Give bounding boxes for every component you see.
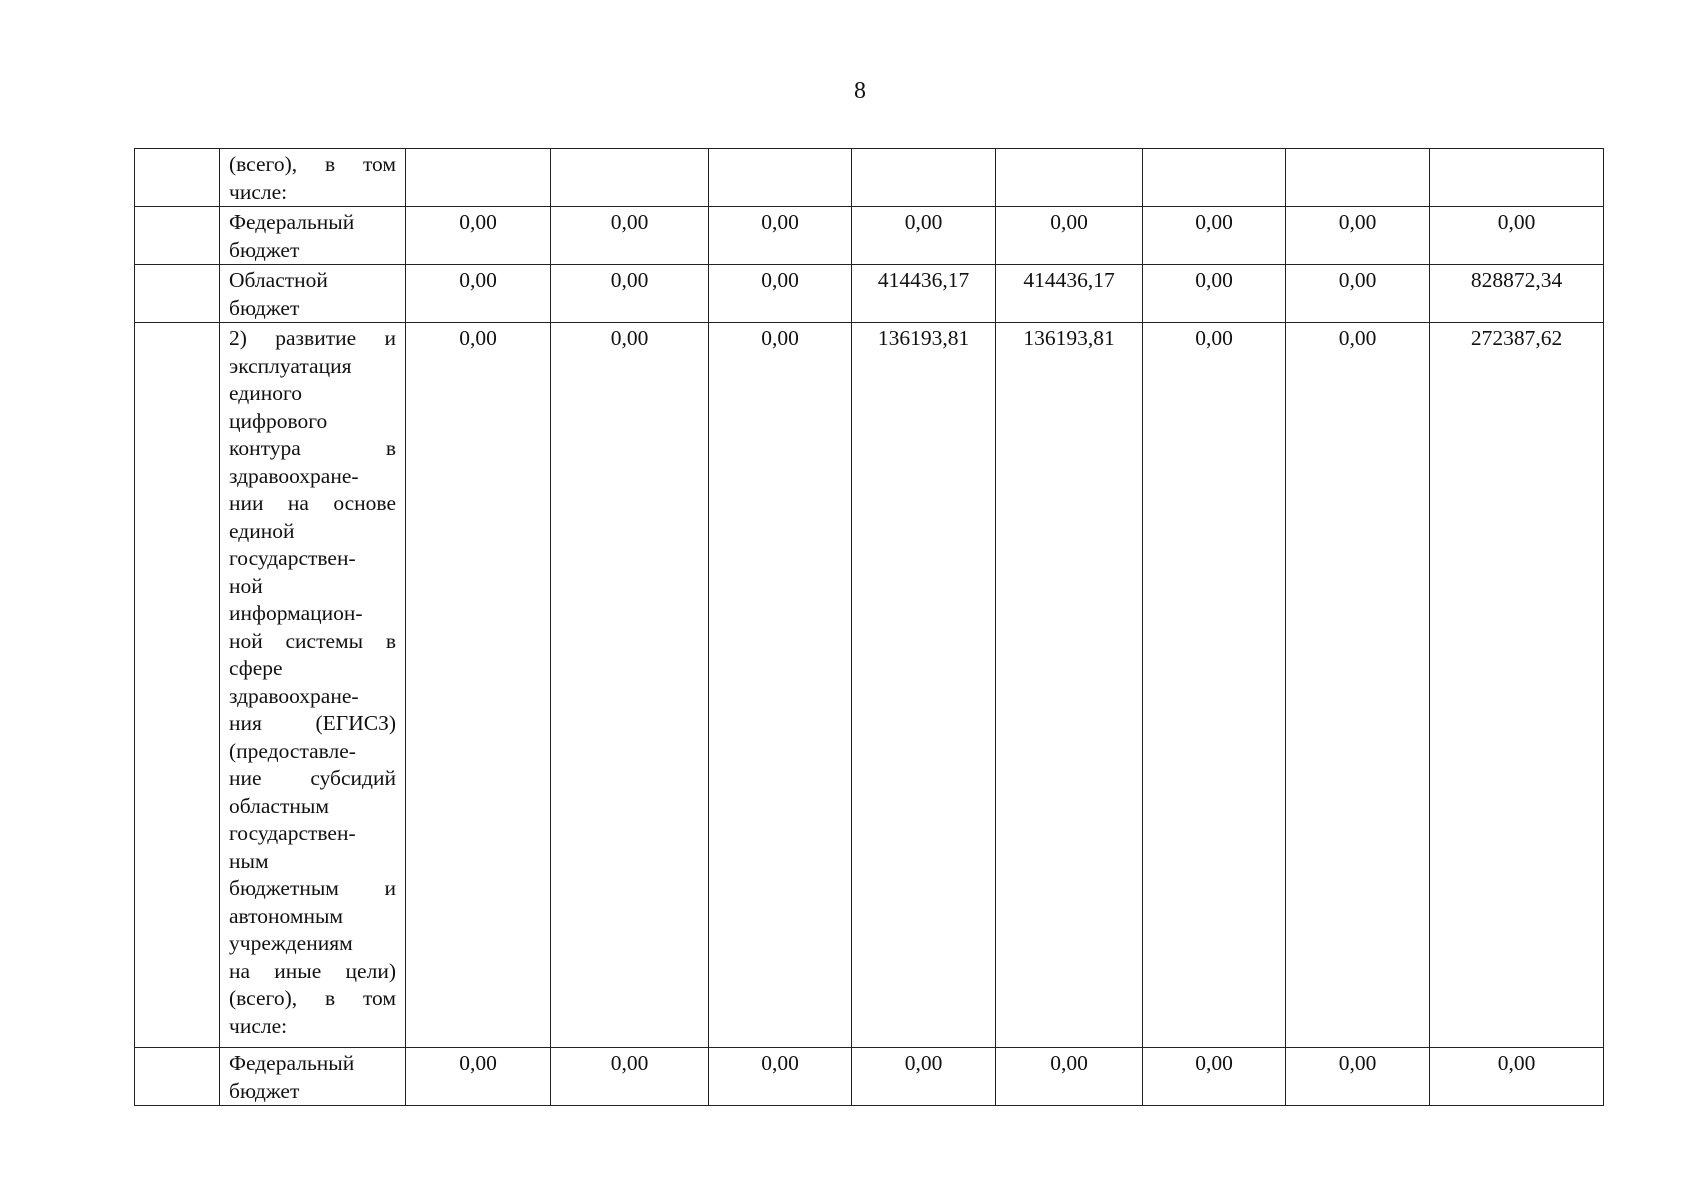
table-row: [135, 265, 1604, 323]
row-name-line: эксплуатация: [229, 353, 352, 378]
value-cell: 0,00: [852, 207, 996, 265]
value-cell: [709, 149, 852, 207]
page-number: 8: [854, 78, 866, 104]
budget-table: [134, 148, 1604, 1106]
value-cell: 0,00: [709, 323, 852, 1048]
row-name-cell: [220, 1048, 406, 1106]
row-number-cell: [135, 207, 220, 265]
value-cell: 0,00: [996, 207, 1143, 265]
value-cell: 0,00: [1143, 207, 1286, 265]
row-name-line: информацион-: [229, 601, 363, 625]
value-cell: [1430, 149, 1604, 207]
value-cell: [996, 149, 1143, 207]
row-name-line: (всего), в том: [229, 986, 396, 1010]
row-name-line: учреждениям: [229, 931, 353, 955]
row-name-line: ной системы в: [229, 628, 396, 653]
value-cell: 414436,17: [852, 265, 996, 323]
value-cell: 0,00: [852, 1048, 996, 1106]
row-name-line: бюджет: [229, 237, 300, 262]
value-cell: 0,00: [406, 207, 551, 265]
value-cell: 0,00: [406, 323, 551, 1048]
value-cell: 0,00: [551, 265, 709, 323]
row-name-line: единой: [229, 518, 295, 543]
table-row: [135, 149, 1604, 207]
value-cell: 414436,17: [996, 265, 1143, 323]
row-name-line: здравоохране-: [229, 683, 359, 708]
row-name-line: числе:: [229, 179, 288, 204]
value-cell: 0,00: [551, 207, 709, 265]
row-number-cell: [135, 265, 220, 323]
row-number-cell: [135, 323, 220, 1048]
value-cell: [1143, 149, 1286, 207]
value-cell: 0,00: [1286, 207, 1430, 265]
row-name-line: 2) развитие и: [229, 326, 396, 350]
row-name-line: Областной: [229, 268, 328, 292]
table-row: [135, 207, 1604, 265]
value-cell: 0,00: [551, 323, 709, 1048]
row-name-line: сфере: [229, 656, 283, 680]
row-name-line: ния (ЕГИСЗ): [229, 711, 396, 735]
row-name-line: ние субсидий: [229, 766, 396, 790]
row-name-line: цифрового: [229, 408, 328, 433]
row-name-line: нии на основе: [229, 491, 396, 515]
value-cell: 0,00: [1143, 1048, 1286, 1106]
row-name-line: Федеральный: [229, 1051, 355, 1075]
value-cell: 0,00: [1430, 207, 1604, 265]
value-cell: 828872,34: [1430, 265, 1604, 323]
row-name-cell: [220, 149, 406, 207]
row-name-line: (всего), в том: [229, 152, 396, 176]
row-name-cell: [220, 207, 406, 265]
row-name-cell: [220, 265, 406, 323]
row-number-cell: [135, 1048, 220, 1106]
row-name-line: числе:: [229, 1013, 288, 1038]
value-cell: 0,00: [1143, 323, 1286, 1048]
row-name-line: единого: [229, 381, 302, 405]
row-name-line: ным: [229, 848, 269, 873]
value-cell: 0,00: [996, 1048, 1143, 1106]
row-number-cell: [135, 149, 220, 207]
row-name-line: областным: [229, 793, 329, 818]
value-cell: 0,00: [1430, 1048, 1604, 1106]
row-name-line: на иные цели): [229, 958, 396, 983]
row-name-line: государствен-: [229, 821, 356, 845]
value-cell: 136193,81: [996, 323, 1143, 1048]
value-cell: 0,00: [1143, 265, 1286, 323]
row-name-line: бюджет: [229, 295, 300, 320]
value-cell: [1286, 149, 1430, 207]
value-cell: [551, 149, 709, 207]
value-cell: 0,00: [1286, 323, 1430, 1048]
value-cell: 0,00: [406, 265, 551, 323]
value-cell: 0,00: [709, 265, 852, 323]
row-name-line: Федеральный: [229, 210, 355, 234]
value-cell: [406, 149, 551, 207]
table-row: [135, 1048, 1604, 1106]
row-name-line: государствен-: [229, 546, 356, 570]
row-name-line: здравоохране-: [229, 463, 359, 488]
row-name-cell: [220, 323, 406, 1048]
row-name-line: автономным: [229, 903, 344, 928]
row-name-line: бюджетным и: [229, 876, 396, 900]
value-cell: 0,00: [406, 1048, 551, 1106]
row-name-line: (предоставле-: [229, 738, 356, 763]
value-cell: 136193,81: [852, 323, 996, 1048]
value-cell: 0,00: [709, 1048, 852, 1106]
row-name-line: контура в: [229, 436, 396, 460]
table-row: [135, 323, 1604, 1048]
row-name-line: ной: [229, 573, 263, 598]
value-cell: 0,00: [709, 207, 852, 265]
value-cell: [852, 149, 996, 207]
value-cell: 0,00: [1286, 265, 1430, 323]
value-cell: 272387,62: [1430, 323, 1604, 1048]
value-cell: 0,00: [1286, 1048, 1430, 1106]
row-name-line: бюджет: [229, 1078, 300, 1103]
value-cell: 0,00: [551, 1048, 709, 1106]
